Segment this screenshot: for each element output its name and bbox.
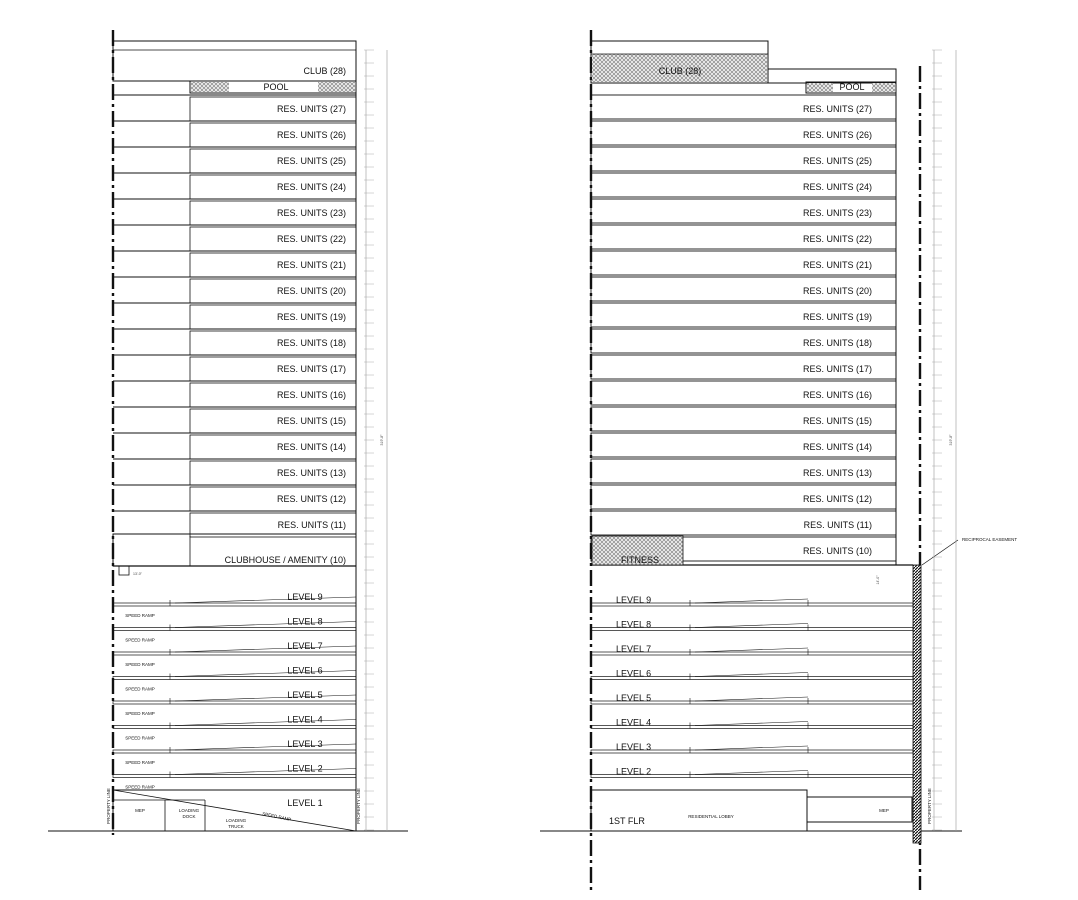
left-speed-ramp-label: SPEED RAMP — [125, 784, 155, 790]
left-dimension-string — [364, 50, 387, 831]
left-parking-garage — [113, 566, 356, 790]
right-total-height: 319'-8" — [949, 434, 953, 446]
right-res-units-label: RES. UNITS (20) — [802, 286, 872, 296]
left-pool-label: POOL — [263, 82, 289, 92]
right-res-units-label: RES. UNITS (21) — [802, 260, 872, 270]
left-loading-truck-2: TRUCK — [228, 824, 244, 829]
left-level-label: LEVEL 7 — [287, 641, 323, 651]
left-speed-ramp-label: SPEED RAMP — [125, 613, 155, 618]
right-mep-label: MEP — [879, 808, 889, 813]
garage-ramp-line — [175, 744, 356, 750]
left-ground-floor — [106, 788, 361, 831]
right-res-units-label: RES. UNITS (13) — [802, 468, 872, 478]
right-fitness-label: FITNESS — [620, 555, 660, 565]
left-level-1-label: LEVEL 1 — [287, 798, 323, 808]
garage-ramp-line — [175, 597, 356, 603]
left-mep-label: MEP — [135, 808, 145, 813]
garage-slab — [113, 628, 356, 631]
right-residential-lobby: RESIDENTIAL LOBBY — [688, 814, 734, 819]
right-club-label: CLUB (28) — [658, 66, 702, 76]
right-res-units-label: RES. UNITS (11) — [803, 520, 872, 530]
left-speed-ramp-label: SPEED RAMP — [125, 637, 155, 643]
left-res-units-label: RES. UNITS (11) — [277, 520, 346, 530]
right-level-label: LEVEL 8 — [616, 619, 652, 630]
garage-ramp-line — [695, 599, 808, 603]
right-res-units-label: RES. UNITS (14) — [802, 442, 872, 452]
right-res-units-label: RES. UNITS (19) — [802, 312, 872, 322]
left-speed-ramp-label: SPEED RAMP — [125, 760, 155, 765]
left-res-units-label: RES. UNITS (13) — [276, 468, 346, 478]
left-res-units-label: RES. UNITS (22) — [276, 234, 346, 244]
left-level-label: LEVEL 5 — [287, 690, 323, 700]
right-reciprocal-easement: RECIPROCAL EASEMENT — [962, 537, 1018, 542]
left-res-units-label: RES. UNITS (24) — [276, 182, 346, 192]
left-level-label: LEVEL 9 — [287, 592, 323, 602]
left-speed-ramp-label: SPEED RAMP — [125, 686, 155, 692]
left-speed-ramp-label: SPEED RAMP — [125, 735, 155, 741]
right-res-units-label: RES. UNITS (12) — [802, 494, 872, 504]
garage-ramp-line — [175, 720, 356, 726]
garage-slab — [113, 677, 356, 680]
right-res-units-label: RES. UNITS (10) — [802, 546, 872, 556]
left-property-line-a: PROPERTY LINE — [106, 788, 111, 824]
right-parking-garage — [591, 595, 913, 778]
left-speed-ramp-slope: SPEED RAMP — [261, 811, 292, 823]
left-total-height: 319'-8" — [380, 434, 384, 446]
garage-slab — [113, 726, 356, 729]
left-level-label: LEVEL 3 — [287, 739, 323, 749]
right-res-units-label: RES. UNITS (16) — [802, 390, 872, 400]
right-property-line: PROPERTY LINE — [927, 788, 932, 824]
left-res-units-label: RES. UNITS (26) — [276, 130, 346, 140]
garage-slab — [113, 603, 356, 606]
right-res-units-label: RES. UNITS (24) — [802, 182, 872, 192]
garage-ramp-line — [695, 624, 808, 628]
right-level-label: LEVEL 5 — [616, 693, 652, 703]
right-building-section — [540, 30, 1017, 890]
right-res-units-label: RES. UNITS (25) — [802, 156, 872, 166]
garage-ramp-line — [175, 769, 356, 775]
left-level-label: LEVEL 2 — [287, 763, 323, 774]
garage-ramp-line — [695, 673, 808, 677]
garage-ramp-line — [695, 771, 808, 775]
left-res-units-label: RES. UNITS (12) — [276, 494, 346, 504]
right-res-units-label: RES. UNITS (17) — [802, 364, 872, 374]
right-dimension-string — [932, 50, 956, 831]
left-loading-dock-2: DOCK — [182, 814, 196, 819]
left-clubhouse-label: CLUBHOUSE / AMENITY (10) — [224, 555, 346, 565]
right-res-units-label: RES. UNITS (23) — [802, 208, 872, 218]
left-res-units-label: RES. UNITS (23) — [276, 208, 346, 218]
left-level-label: LEVEL 4 — [287, 714, 323, 725]
right-ground-floor — [591, 788, 932, 831]
right-level-label: LEVEL 2 — [616, 766, 652, 777]
right-res-units-label: RES. UNITS (18) — [802, 338, 872, 348]
right-level-label: LEVEL 7 — [616, 644, 652, 654]
left-level-label: LEVEL 6 — [287, 665, 323, 676]
right-level-label: LEVEL 3 — [616, 742, 652, 752]
garage-slab — [113, 701, 356, 704]
left-res-units-label: RES. UNITS (17) — [276, 364, 346, 374]
garage-slab — [113, 775, 356, 778]
left-loading-dock-1: LOADING — [178, 808, 200, 813]
right-res-units-label: RES. UNITS (26) — [802, 130, 872, 140]
left-property-line-b: PROPERTY LINE — [356, 788, 361, 824]
right-level-label: LEVEL 6 — [616, 668, 652, 679]
left-res-units-label: RES. UNITS (19) — [276, 312, 346, 322]
garage-ramp-line — [695, 697, 808, 701]
garage-ramp-line — [175, 671, 356, 677]
left-res-units-label: RES. UNITS (20) — [276, 286, 346, 296]
left-res-units-label: RES. UNITS (18) — [276, 338, 346, 348]
svg-text:13'-0": 13'-0" — [133, 572, 142, 576]
left-res-units-label: RES. UNITS (16) — [276, 390, 346, 400]
left-club-label: CLUB (28) — [303, 66, 346, 76]
garage-ramp-line — [175, 695, 356, 701]
garage-ramp-line — [175, 622, 356, 628]
garage-ramp-line — [175, 646, 356, 652]
right-pool-label: POOL — [839, 82, 865, 92]
left-loading-truck-1: LOADING — [225, 818, 247, 823]
left-res-units-label: RES. UNITS (25) — [276, 156, 346, 166]
left-res-units-label: RES. UNITS (27) — [276, 104, 346, 114]
right-residential-floors — [591, 83, 913, 565]
garage-ramp-line — [695, 746, 808, 750]
garage-ramp-line — [695, 722, 808, 726]
left-res-units-label: RES. UNITS (14) — [276, 442, 346, 452]
garage-ramp-line — [695, 648, 808, 652]
right-level-label: LEVEL 9 — [616, 595, 652, 605]
left-speed-ramp-label: SPEED RAMP — [125, 711, 155, 716]
left-res-units-label: RES. UNITS (21) — [276, 260, 346, 270]
left-building-section — [48, 30, 408, 835]
svg-text:14'-0": 14'-0" — [876, 575, 880, 585]
left-res-units-label: RES. UNITS (15) — [276, 416, 346, 426]
left-speed-ramp-label: SPEED RAMP — [125, 662, 155, 667]
right-res-units-label: RES. UNITS (15) — [802, 416, 872, 426]
right-res-units-label: RES. UNITS (27) — [802, 104, 872, 114]
garage-slab — [113, 652, 356, 655]
left-level-label: LEVEL 8 — [287, 616, 323, 627]
right-first-floor-label: 1ST FLR — [609, 816, 645, 826]
right-res-units-label: RES. UNITS (22) — [802, 234, 872, 244]
right-level-label: LEVEL 4 — [616, 717, 652, 728]
garage-slab — [113, 750, 356, 753]
